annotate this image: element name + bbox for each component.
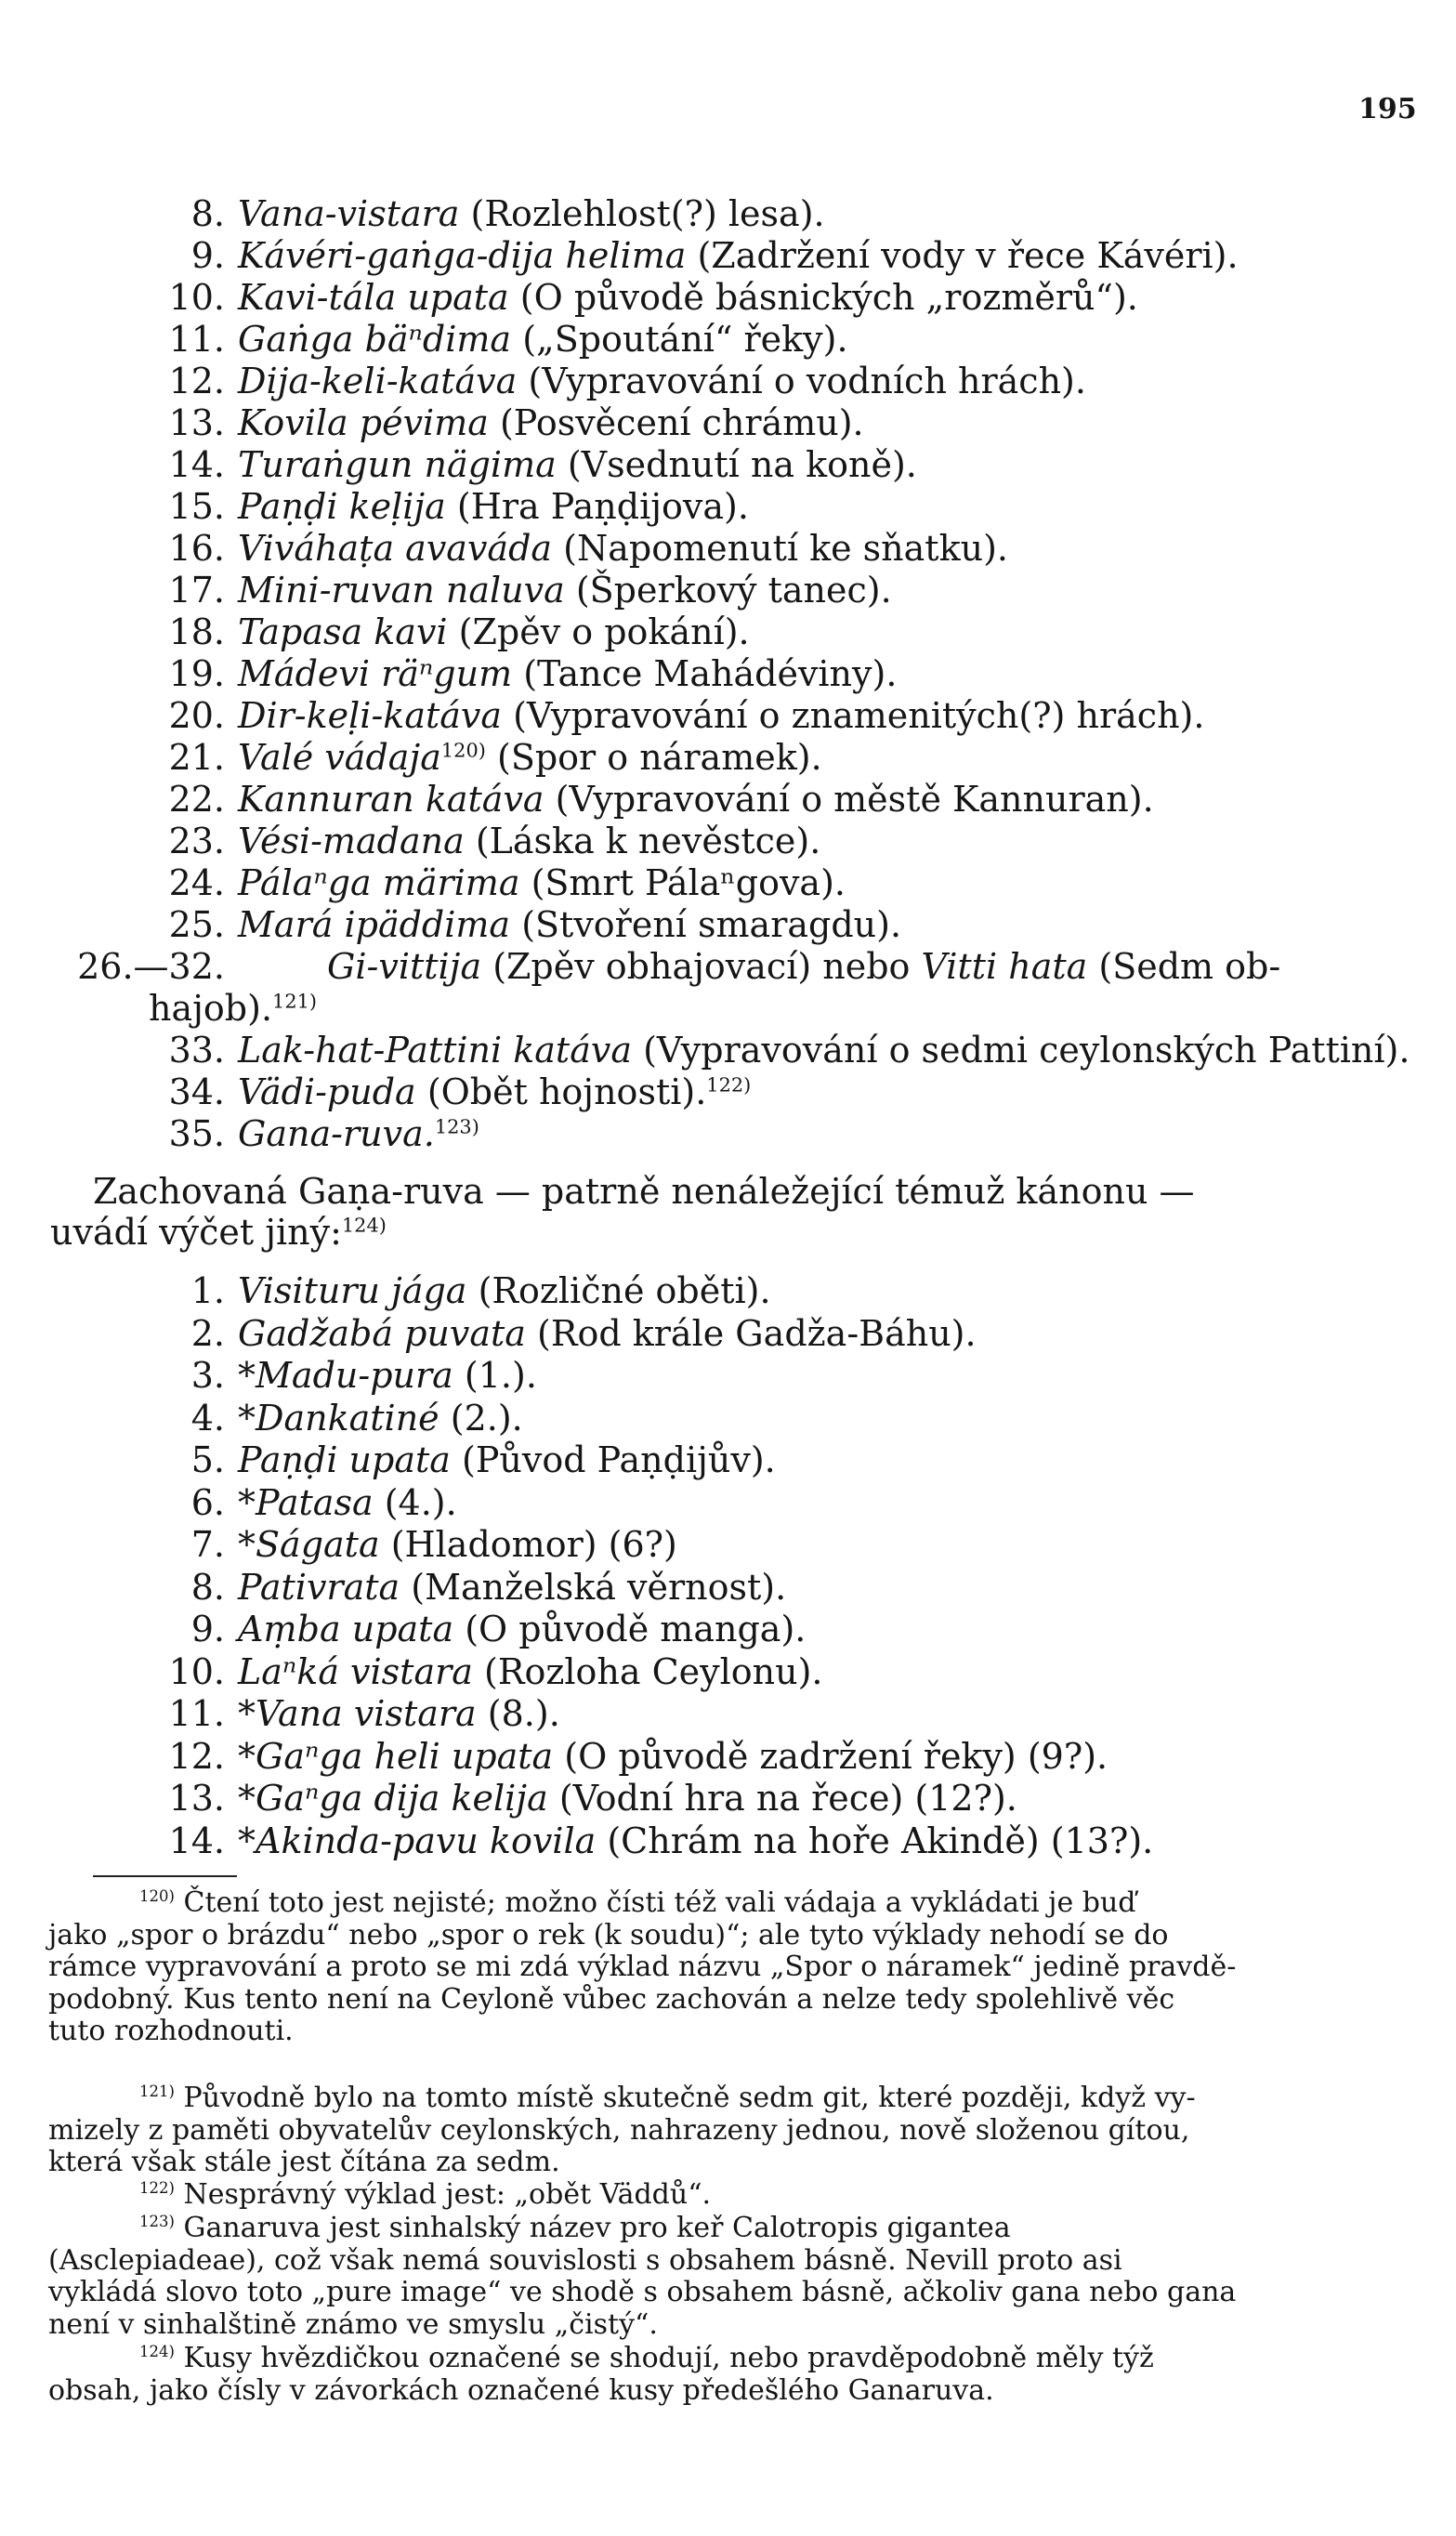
item-description: (Hladomor) (6?): [390, 1524, 677, 1565]
footnote-line: [139, 1886, 1456, 1919]
footnote-label: 120): [139, 1887, 175, 1905]
item-description: (Spor o náramek).: [497, 737, 822, 778]
item-title: Turaṅgun nägima: [238, 444, 557, 485]
item-description: (Posvěcení chrámu).: [499, 402, 864, 443]
item-number: 13.: [168, 1778, 225, 1819]
item-title: Laⁿká vistara: [238, 1650, 473, 1692]
item-description: (O původě manga).: [465, 1609, 807, 1649]
item-title: Visituru jága: [238, 1270, 467, 1311]
item-description: (Vypravování o znamenitých(?) hrách).: [513, 695, 1205, 736]
item-title: Viváhaṭa avaváda: [238, 528, 553, 569]
footnote-text: Nesprávný výklad jest: „obět Väddů“.: [183, 2178, 712, 2211]
item-number: 15.: [168, 486, 225, 527]
item-number: 1.: [190, 1270, 225, 1311]
item-text: [238, 528, 1008, 569]
item-text: [238, 737, 822, 778]
item-description: (O původě básnických „rozměrů“).: [519, 277, 1138, 318]
item-description: (O původě zadržení řeky) (9?).: [564, 1735, 1108, 1777]
page-number: 195: [1358, 93, 1417, 125]
item-text: [238, 1439, 776, 1480]
footnote-ref: 123): [434, 1115, 479, 1138]
item-description: (Původ Paṇḍijův).: [462, 1439, 776, 1480]
item-description: (1.).: [464, 1355, 537, 1396]
item-text: [238, 862, 846, 903]
item-description: (Stvoření smaragdu).: [521, 904, 902, 945]
item-description: (4.).: [384, 1481, 457, 1523]
item-number: 11.: [168, 1693, 225, 1734]
footnote-text: rámce vypravování a proto se mi zdá výklad názvu „Spor o náramek“ jedině pravdě-: [48, 1951, 1237, 1983]
footnote-text: tuto rozhodnouti.: [48, 2015, 294, 2047]
item-number: 23.: [168, 821, 225, 861]
footnote-line: [48, 1951, 1405, 1983]
item-text: [238, 277, 1138, 318]
footnote-label: 123): [139, 2213, 175, 2230]
item-description: (8.).: [487, 1693, 560, 1734]
item-description: (Zpěv o pokání).: [458, 611, 750, 652]
item-title: *Madu-pura: [238, 1355, 453, 1396]
footnote-line: [48, 2015, 1405, 2047]
footnote-ref: 124): [341, 1214, 387, 1237]
item-title: Kavi-tála upata: [238, 277, 509, 318]
item-text: [238, 904, 901, 945]
item-title: Pálaⁿga märima: [238, 862, 520, 903]
footnote-line: [48, 2276, 1405, 2308]
item-title: *Gaⁿga heli upata: [238, 1735, 554, 1777]
item-text: [238, 1736, 1108, 1777]
item-text: [238, 486, 749, 527]
item-description: (Zadržení vody v řece Kávéri).: [697, 235, 1239, 276]
footnote-text: vykládá slovo toto „pure image“ ve shodě s obsahem básně, ačkoliv gana nebo gana: [48, 2276, 1237, 2308]
item-title: Paṇḍi keḷija: [238, 486, 446, 527]
footnote-divider: [93, 1875, 237, 1877]
item-number: 12.: [168, 361, 225, 401]
item-description: (Šperkový tanec).: [575, 570, 892, 611]
footnote-line: [139, 2212, 1456, 2244]
item-description: (Napomenutí ke sňatku).: [563, 528, 1008, 569]
footnote-text: mizely z paměti obyvatelův ceylonských, nahrazeny jednou, nově složenou gítou,: [48, 2113, 1190, 2147]
item-number: 24.: [168, 862, 225, 903]
item-description: (Rozloha Ceylonu).: [484, 1650, 823, 1692]
item-text: [238, 444, 917, 485]
item-number: 6.: [190, 1481, 225, 1523]
item-title-alt: Vitti hata: [921, 946, 1088, 987]
footnote-line: [48, 2374, 1405, 2407]
footnote-line: [139, 2082, 1456, 2114]
item-title: Aṃba upata: [238, 1609, 454, 1649]
paragraph-line-2-text: uvádí výčet jiný:: [50, 1212, 342, 1253]
item-number: 5.: [190, 1439, 225, 1480]
footnote-line: [48, 1983, 1405, 2016]
item-number: 13.: [168, 402, 225, 443]
item-number: 33.: [168, 1030, 225, 1071]
footnote-label: 122): [139, 2179, 175, 2197]
item-description: hajob).: [149, 988, 273, 1029]
item-title: *Vana vistara: [238, 1693, 477, 1734]
item-number: 25.: [168, 904, 225, 945]
item-title: Dir-keḷi-katáva: [238, 695, 503, 736]
item-title: *Akinda-pavu kovila: [238, 1820, 597, 1861]
item-number: 8.: [190, 193, 225, 234]
item-title: Valé vádaja: [238, 737, 441, 778]
item-title: Mádevi räⁿgum: [238, 653, 513, 694]
footnote-line: [139, 2178, 1456, 2211]
item-number: 11.: [168, 319, 225, 360]
item-text: [238, 779, 1154, 820]
item-description: (Chrám na hoře Akindě) (13?).: [607, 1820, 1154, 1861]
item-number: 14.: [168, 444, 225, 485]
item-number: 8.: [190, 1566, 225, 1608]
footnote-text: Čtení toto jest nejisté; možno čísti též vali vádaja a vykládati je buď: [183, 1886, 1136, 1919]
item-description: (Smrt Pálaⁿgova).: [531, 862, 846, 903]
footnote-line: [48, 2146, 1405, 2178]
item-text: [238, 1609, 806, 1649]
item-number: 9.: [190, 1609, 225, 1649]
item-number: 16.: [168, 528, 225, 569]
item-text: [238, 1030, 1410, 1071]
item-description: (Rod krále Gadža-Báhu).: [537, 1312, 977, 1354]
item-text: [238, 1693, 560, 1734]
item-text: [238, 570, 892, 611]
item-description: (Zpěv obhajovací) nebo: [492, 946, 911, 987]
footnote-label: 124): [139, 2343, 175, 2360]
item-title: Kannuran katáva: [238, 779, 544, 820]
item-title: Vana-vistara: [238, 193, 460, 234]
footnote-line: [48, 2114, 1405, 2147]
item-text: [238, 319, 848, 360]
footnote-line: [48, 1919, 1405, 1951]
item-title: *Gaⁿga dija kelija: [238, 1778, 548, 1819]
item-text: [238, 1313, 977, 1354]
item-text: [238, 1113, 479, 1154]
item-description: (Láska k nevěstce).: [475, 821, 821, 861]
item-number: 34.: [168, 1071, 225, 1112]
item-number: 21.: [168, 737, 225, 778]
item-text: [238, 235, 1239, 276]
item-text: [238, 821, 820, 861]
item-title: Mini-ruvan naluva: [238, 570, 565, 611]
item-number: 19.: [168, 653, 225, 694]
footnote-ref: 120): [440, 739, 486, 762]
item-title: Vädi-puda: [238, 1071, 416, 1112]
item-number: 10.: [168, 1650, 225, 1692]
item-number: 2.: [190, 1312, 225, 1354]
item-number: 7.: [190, 1524, 225, 1565]
footnote-line: [48, 2244, 1405, 2277]
item-text: [238, 193, 825, 234]
footnote-line: [139, 2342, 1456, 2374]
item-number: 3.: [190, 1355, 225, 1396]
item-text: [238, 1820, 1153, 1861]
item-title: *Dankatiné: [238, 1397, 439, 1439]
item-description: (Vypravování o vodních hrách).: [528, 361, 1086, 401]
item-title: Lak-hat-Pattini katáva: [238, 1030, 632, 1071]
item-title: *Patasa: [238, 1481, 374, 1523]
item-description: (Vodní hra na řece) (12?).: [558, 1778, 1017, 1819]
item-description: (Obět hojnosti).: [426, 1071, 707, 1112]
item-title: Dija-keli-katáva: [238, 361, 518, 401]
item-text: [327, 946, 1280, 987]
item-title: Gaṅga bäⁿdima: [238, 319, 512, 360]
item-number: 22.: [168, 779, 225, 820]
item-title: Paṇḍi upata: [238, 1439, 451, 1480]
item-number: 17.: [168, 570, 225, 611]
item-text: [238, 611, 750, 652]
item-number: 20.: [168, 695, 225, 736]
paragraph-line-2: [50, 1212, 387, 1253]
item-title: Gadžabá puvata: [238, 1312, 526, 1354]
item-title: Vési-madana: [238, 821, 465, 861]
item-text: [238, 1524, 677, 1565]
footnote-ref: 121): [272, 990, 318, 1013]
item-text: [238, 1778, 1017, 1819]
item-text: [238, 1567, 786, 1608]
footnote-text: která však stále jest čítána za sedm.: [48, 2146, 560, 2178]
item-description: (Tance Mahádéviny).: [523, 653, 898, 694]
footnote-text: Ganaruva jest sinhalský název pro keř Calotropis gigantea: [183, 2212, 1011, 2244]
item-text: [238, 695, 1204, 736]
footnote-text: Původně bylo na tomto místě skutečně sedm git, které později, když vy-: [183, 2082, 1196, 2114]
item-text: [238, 1071, 751, 1112]
item-description-alt: (Sedm ob-: [1098, 946, 1281, 987]
item-number: 4.: [190, 1397, 225, 1439]
item-number: 35.: [168, 1113, 225, 1154]
footnote-text: podobný. Kus tento není na Ceyloně vůbec zachován a nelze tedy spolehlivě věc: [48, 1982, 1175, 2016]
item-description: (Vsednutí na koně).: [567, 444, 917, 485]
item-number: 26.—32.: [77, 946, 225, 987]
item-number: 12.: [168, 1735, 225, 1777]
footnote-text: Kusy hvězdičkou označené se shodují, nebo pravděpodobně měly týž: [183, 2342, 1154, 2374]
item-text: [238, 1355, 537, 1396]
paragraph-line-1: Zachovaná Gaṇa-ruva — patrně nenáležející témuž kánonu —: [93, 1171, 1195, 1212]
item-text: [238, 361, 1086, 401]
item-title: Gana-ruva.: [238, 1113, 435, 1154]
item-number: 18.: [168, 611, 225, 652]
item-text: [238, 1398, 523, 1439]
item-description: (Rozličné oběti).: [478, 1270, 771, 1311]
footnote-line: [48, 2308, 1405, 2341]
footnote-text: jako „spor o brázdu“ nebo „spor o rek (k soudu)“; ale tyto výklady nehodí se do: [48, 1918, 1169, 1951]
item-description: („Spoutání“ řeky).: [522, 319, 848, 360]
item-description: (Vypravování o městě Kannuran).: [555, 779, 1154, 820]
item-title: *Ságata: [238, 1524, 380, 1565]
item-description: (2.).: [450, 1397, 523, 1439]
item-description: (Manželská věrnost).: [411, 1566, 787, 1608]
item-description: (Hra Paṇḍijova).: [456, 486, 749, 527]
footnote-ref: 122): [706, 1073, 752, 1097]
item-number: 9.: [190, 235, 225, 276]
footnote-text: (Asclepiadeae), což však nemá souvislosti s obsahem básně. Nevill proto asi: [48, 2243, 1122, 2277]
item-title: Kávéri-gaṅga-dija helima: [238, 235, 687, 276]
item-text: [238, 1651, 823, 1692]
item-text: [149, 988, 317, 1029]
item-title: Tapasa kavi: [238, 611, 448, 652]
item-title: Gi-vittija: [327, 946, 482, 987]
footnote-text: není v sinhalštině známo ve smyslu „čistý“.: [48, 2307, 658, 2341]
item-description: (Vypravování o sedmi ceylonských Pattiní).: [643, 1030, 1410, 1071]
footnote-text: obsah, jako čísly v závorkách označené kusy předešlého Ganaruva.: [48, 2373, 994, 2407]
item-text: [238, 1270, 771, 1311]
item-number: 10.: [168, 277, 225, 318]
item-number: 14.: [168, 1820, 225, 1861]
item-text: [238, 653, 897, 694]
item-text: [238, 402, 864, 443]
footnote-label: 121): [139, 2083, 175, 2100]
item-text: [238, 1482, 457, 1523]
item-title: Kovila pévima: [238, 402, 489, 443]
item-title: Mará ipäddima: [238, 904, 511, 945]
item-title: Pativrata: [238, 1566, 400, 1608]
item-description: (Rozlehlost(?) lesa).: [470, 193, 825, 234]
